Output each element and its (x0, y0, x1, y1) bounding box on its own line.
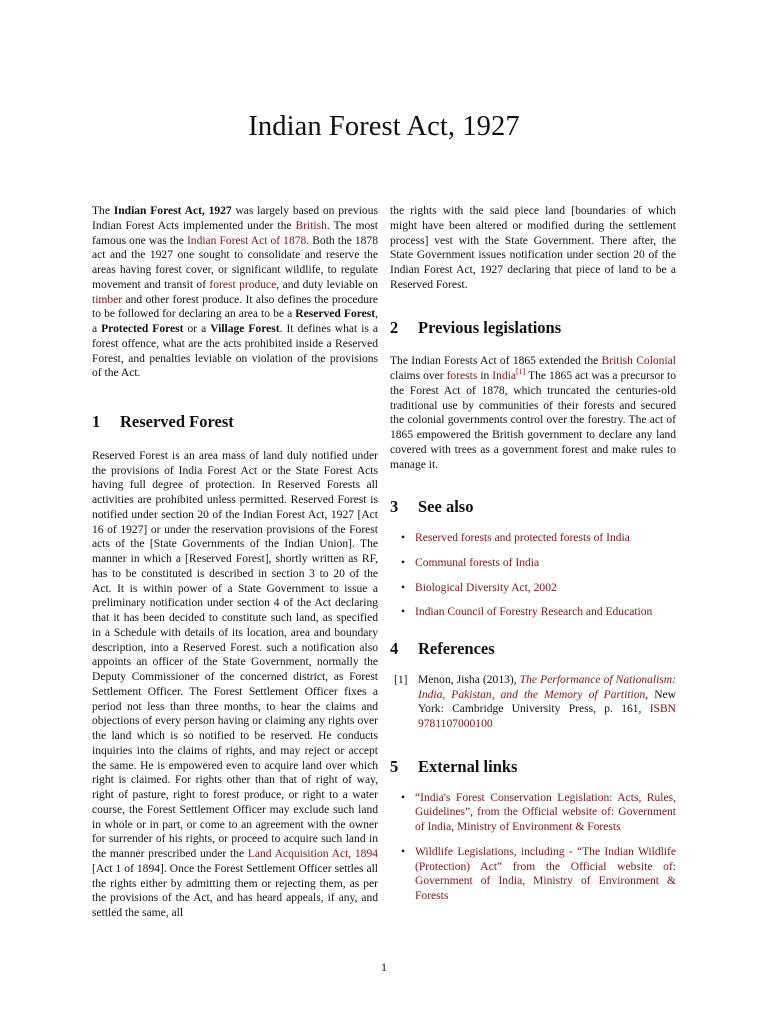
village-forest-bold: Village Forest (210, 323, 280, 335)
reference-text (418, 673, 676, 732)
list-item (390, 845, 676, 904)
external-link[interactable]: Wildlife Legislations, including - “The Indian Wildlife (Protection) Act” from the Official website of: Government of India, Ministry of Environment & Forests (415, 845, 676, 902)
section-number: 2 (390, 317, 399, 337)
section-title: See also (418, 497, 474, 517)
section-heading-references (390, 639, 676, 658)
right-column (390, 204, 676, 914)
list-item (390, 556, 676, 571)
body-text: The Indian Forests Act of 1865 extended the (390, 355, 602, 368)
intro-text: was largely based on previous Indian Forest Acts implemented under the (92, 205, 378, 232)
intro-paragraph (92, 204, 378, 381)
act-name-bold: Indian Forest Act, 1927 (113, 205, 232, 217)
link-indian-forest-act-1878[interactable]: Indian Forest Act of 1878 (186, 234, 307, 247)
reference-publisher: , New York: Cambridge University Press, p. 161, (418, 688, 676, 716)
page-title: Indian Forest Act, 1927 (248, 111, 520, 142)
bullet-icon: • (401, 532, 406, 544)
reference-number: [1] (394, 673, 408, 686)
intro-text: and other forest produce. It also defines the procedure to be followed for declaring an area to be a (92, 293, 378, 321)
body-text: claims over (390, 370, 447, 382)
see-also-list (390, 531, 676, 620)
reserved-forest-paragraph (92, 449, 378, 921)
section-number: 4 (390, 639, 399, 658)
section-title: References (418, 639, 495, 658)
list-item (390, 605, 676, 620)
link-british-colonial[interactable]: British Colonial (601, 355, 676, 368)
link-british[interactable]: British (295, 219, 327, 232)
section-heading-external-links (390, 756, 676, 776)
reserved-forest-bold: Reserved Forest (295, 308, 376, 321)
external-links-list (390, 791, 676, 904)
bullet-icon: • (401, 791, 406, 804)
section-number: 1 (92, 412, 101, 431)
left-column (92, 204, 378, 921)
body-text: Reserved Forest is an area mass of land duly notified under the provisions of India Forest Act or the State Forest Acts having full degree of protection. In Reserved Forests all activities are prohibited unless permitted. Reserved Forest is notified under section 20 of the Indian Forest Act, 1927 [Act 16 of 1927] or under the reservation provisions of the Forest acts of the [State Governments of the Indian Union]. The manner in which a [Reserved Forest], shortly written as RF, has to be constituted is described in section 3 to 20 of the Act. It is within power of a State Government to issue a preliminary notification under section 4 of the Act declaring that it has been decided to constitute such land, as specified in a Schedule with details of its location, area and boundary description, into a Reserved Forest. such a notification also appoints an officer of the State Government, normally the Deputy Commissioner of the concerned district, as Forest Settlement Officer. The Forest Settlement Officer fixes a period not less than three months, to hear the claims and objections of every person having or claiming any rights over the land which is so notified to be reserved. He conducts inquiries into the claims of rights, and may reject or accept the same. He is empowered even to acquire land over which right is claimed. For rights other than that of right of way, right of pasture, right to forest produce, or right to a water course, the Forest Settlement Officer may exclude such land in whole or in part, or come to an agreement with the owner for surrender of his rights, or proceed to acquire such land in the manner prescribed under the (92, 449, 378, 860)
see-also-link[interactable]: Indian Council of Forestry Research and Education (415, 606, 653, 619)
section-heading-reserved-forest (92, 412, 378, 431)
intro-text: , a (92, 308, 379, 335)
section-number: 5 (390, 756, 399, 776)
intro-text: . Both the 1878 act and the 1927 one sought to consolidate and reserve the areas having forest cover, or significant wildlife, to regulate movement and transit of (92, 234, 378, 291)
bullet-icon: • (401, 845, 406, 858)
link-india[interactable]: India (492, 370, 517, 382)
intro-text: . It defines what is a forest offence, what are the acts prohibited inside a Reserved Forest, and penalties leviable on violation of the provisions of the Act. (92, 323, 379, 380)
intro-text: The (92, 205, 114, 217)
reference-author: Menon, Jisha (2013), (418, 673, 520, 686)
section-title: Previous legislations (418, 317, 562, 337)
reference-title-link[interactable]: The Performance of Nationalism: India, Pakistan, and the Memory of Partition (418, 673, 676, 701)
protected-forest-bold: Protected Forest (101, 323, 184, 335)
reserved-forest-paragraph-continued: the rights with the said piece land [boundaries of which might have been altered or modified during the settlement process] vest with the State Government. There after, the State Government issues notification under section 20 of the Indian Forest Act, 1927 declaring that piece of land to be a Reserved Forest. (390, 205, 676, 291)
page-number: 1 (381, 960, 387, 974)
section-number: 3 (390, 497, 399, 517)
body-text: [Act 1 of 1894]. Once the Forest Settlement Officer settles all the rights either by admitting them or rejecting them, as per the provisions of the Act, and has heard appeals, if any, and settled the same, all (92, 862, 378, 919)
isbn-link[interactable]: ISBN 9781107000100 (418, 703, 676, 730)
link-forests[interactable]: forests (446, 370, 478, 382)
see-also-link[interactable]: Reserved forests and protected forests of India (415, 532, 630, 544)
previous-legislations-paragraph (390, 354, 676, 472)
body-text: The 1865 act was a precursor to the Forest Act of 1878, which truncated the centuries-old traditional use by communities of their forests and secured the colonial governments control over the forestry. The act of 1865 empowered the British government to declare any land covered with trees as a government forest and make rules to manage it. (390, 370, 676, 471)
link-forest-produce[interactable]: forest produce (209, 278, 277, 291)
section-title: Reserved Forest (120, 412, 234, 431)
body-text: in (477, 370, 493, 382)
section-heading-see-also (390, 497, 676, 517)
link-timber[interactable]: timber (92, 293, 123, 306)
bullet-icon: • (401, 606, 406, 619)
citation-link[interactable]: [1] (516, 367, 526, 377)
section-title: External links (418, 756, 518, 776)
bullet-icon: • (401, 556, 406, 569)
section-heading-previous-legislations (390, 317, 676, 337)
reference-item (390, 673, 676, 732)
see-also-link[interactable]: Communal forests of India (415, 556, 540, 569)
list-item (390, 581, 676, 596)
link-land-acquisition-act[interactable]: Land Acquisition Act, 1894 (247, 848, 378, 860)
list-item (390, 791, 676, 835)
see-also-link[interactable]: Biological Diversity Act, 2002 (415, 581, 557, 594)
bullet-icon: • (401, 581, 406, 594)
external-link[interactable]: “India's Forest Conservation Legislation: Acts, Rules, Guidelines”, from the Official website of: Government of India, Ministry of Environment & Forests (415, 791, 676, 833)
intro-text: . The most famous one was the (92, 219, 378, 247)
intro-text: , and duty leviable on (276, 278, 378, 291)
intro-text: or a (183, 323, 211, 335)
list-item (390, 531, 676, 546)
